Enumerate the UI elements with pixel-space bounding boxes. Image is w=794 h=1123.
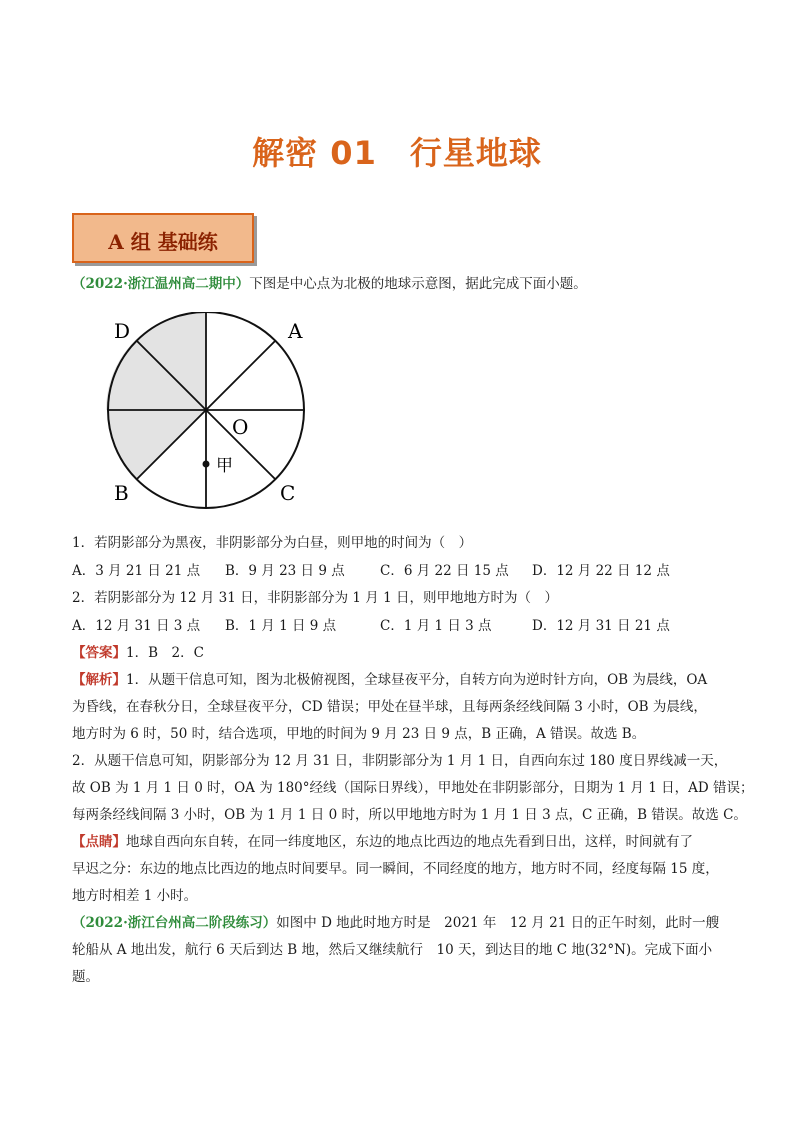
q1-option-d: D．12 月 22 日 12 点 [532, 563, 670, 579]
analysis-line-1 [72, 670, 707, 690]
section-label: A 组 基础练 [108, 230, 218, 254]
analysis-line-2: 为昏线，在春秋分日，全球昼夜平分，CD 错误；甲处在昼半球，且每两条经线间隔 3 小时，OB 为晨线， [72, 699, 707, 715]
label-D: D [114, 319, 131, 343]
question-intro-1 [72, 274, 587, 294]
answer-text: 1．B 2．C [126, 645, 204, 661]
intro2-line-2: 轮船从 A 地出发，航行 6 天后到达 B 地，然后又继续航行 10 天，到达目的地 C 地(32°N)。完成下面小 [72, 942, 713, 958]
label-A: A [288, 319, 303, 343]
intro-text: 下图是中心点为北极的地球示意图，据此完成下面小题。 [249, 276, 587, 292]
q1-option-b: B．9 月 23 日 9 点 [225, 563, 345, 579]
q1-option-a: A．3 月 21 日 21 点 [72, 563, 201, 579]
source-label: （2022·浙江温州高二期中） [72, 276, 250, 292]
label-B: B [114, 481, 129, 505]
tip-tag: 【点睛】 [72, 834, 126, 850]
analysis-line-6: 每两条经线间隔 3 小时，OB 为 1 月 1 日 0 时，所以甲地地方时为 1 月 1 日 3 点，C 正确，B 错误。故选 C。 [72, 807, 747, 823]
night-sector-shade-lower [108, 410, 206, 479]
answer-tag: 【答案】 [72, 645, 126, 661]
polar-earth-diagram [100, 312, 320, 522]
label-C: C [280, 481, 296, 505]
question-1-stem: 1．若阴影部分为黑夜，非阴影部分为白昼，则甲地的时间为（ ） [72, 535, 473, 551]
label-jia: 甲 [216, 456, 233, 476]
question-2-stem: 2．若阴影部分为 12 月 31 日，非阴影部分为 1 月 1 日，则甲地地方时为（ ） [72, 590, 558, 606]
q1-option-c: C．6 月 22 日 15 点 [380, 563, 509, 579]
tip-line-2: 早迟之分：东边的地点比西边的地点时间要早。同一瞬间，不同经度的地方，地方时不同，经度每隔 15 度， [72, 861, 719, 877]
jia-point [203, 461, 210, 468]
intro2-line-3: 题。 [72, 969, 99, 985]
analysis-line-4: 2．从题干信息可知，阴影部分为 12 月 31 日，非阴影部分为 1 月 1 日，自西向东过 180 度日界线减一天， [72, 753, 728, 769]
q2-option-d: D．12 月 31 日 21 点 [532, 618, 670, 634]
tip-line-1 [72, 832, 693, 852]
answer-line [72, 643, 204, 663]
analysis-text-1: 1．从题干信息可知，图为北极俯视图，全球昼夜平分，自转方向为逆时针方向，OB 为晨线，OA [126, 672, 708, 688]
tip-text-1: 地球自西向东自转，在同一纬度地区，东边的地点比西边的地点先看到日出，这样，时间就有了 [126, 834, 693, 850]
analysis-line-5: 故 OB 为 1 月 1 日 0 时，OA 为 180°经线（国际日界线），甲地处在非阴影部分，日期为 1 月 1 日，AD 错误； [72, 780, 754, 796]
section-header-box [72, 213, 254, 263]
tip-line-3: 地方时相差 1 小时。 [72, 888, 198, 904]
q2-option-c: C．1 月 1 日 3 点 [380, 618, 492, 634]
q2-option-a: A．12 月 31 日 3 点 [72, 618, 201, 634]
page-title: 解密 01 行星地球 [252, 134, 542, 172]
intro2-text-1: 如图中 D 地此时地方时是 2021 年 12 月 21 日的正午时刻，此时一艘 [276, 915, 720, 931]
question-intro-2 [72, 913, 719, 933]
label-O: O [232, 415, 249, 439]
q2-option-b: B．1 月 1 日 9 点 [225, 618, 337, 634]
source-label-2: （2022·浙江台州高二阶段练习） [72, 915, 277, 931]
analysis-line-3: 地方时为 6 时，50 时，结合选项，甲地的时间为 9 月 23 日 9 点，B 正确，A 错误。故选 B。 [72, 726, 646, 742]
analysis-tag: 【解析】 [72, 672, 126, 688]
